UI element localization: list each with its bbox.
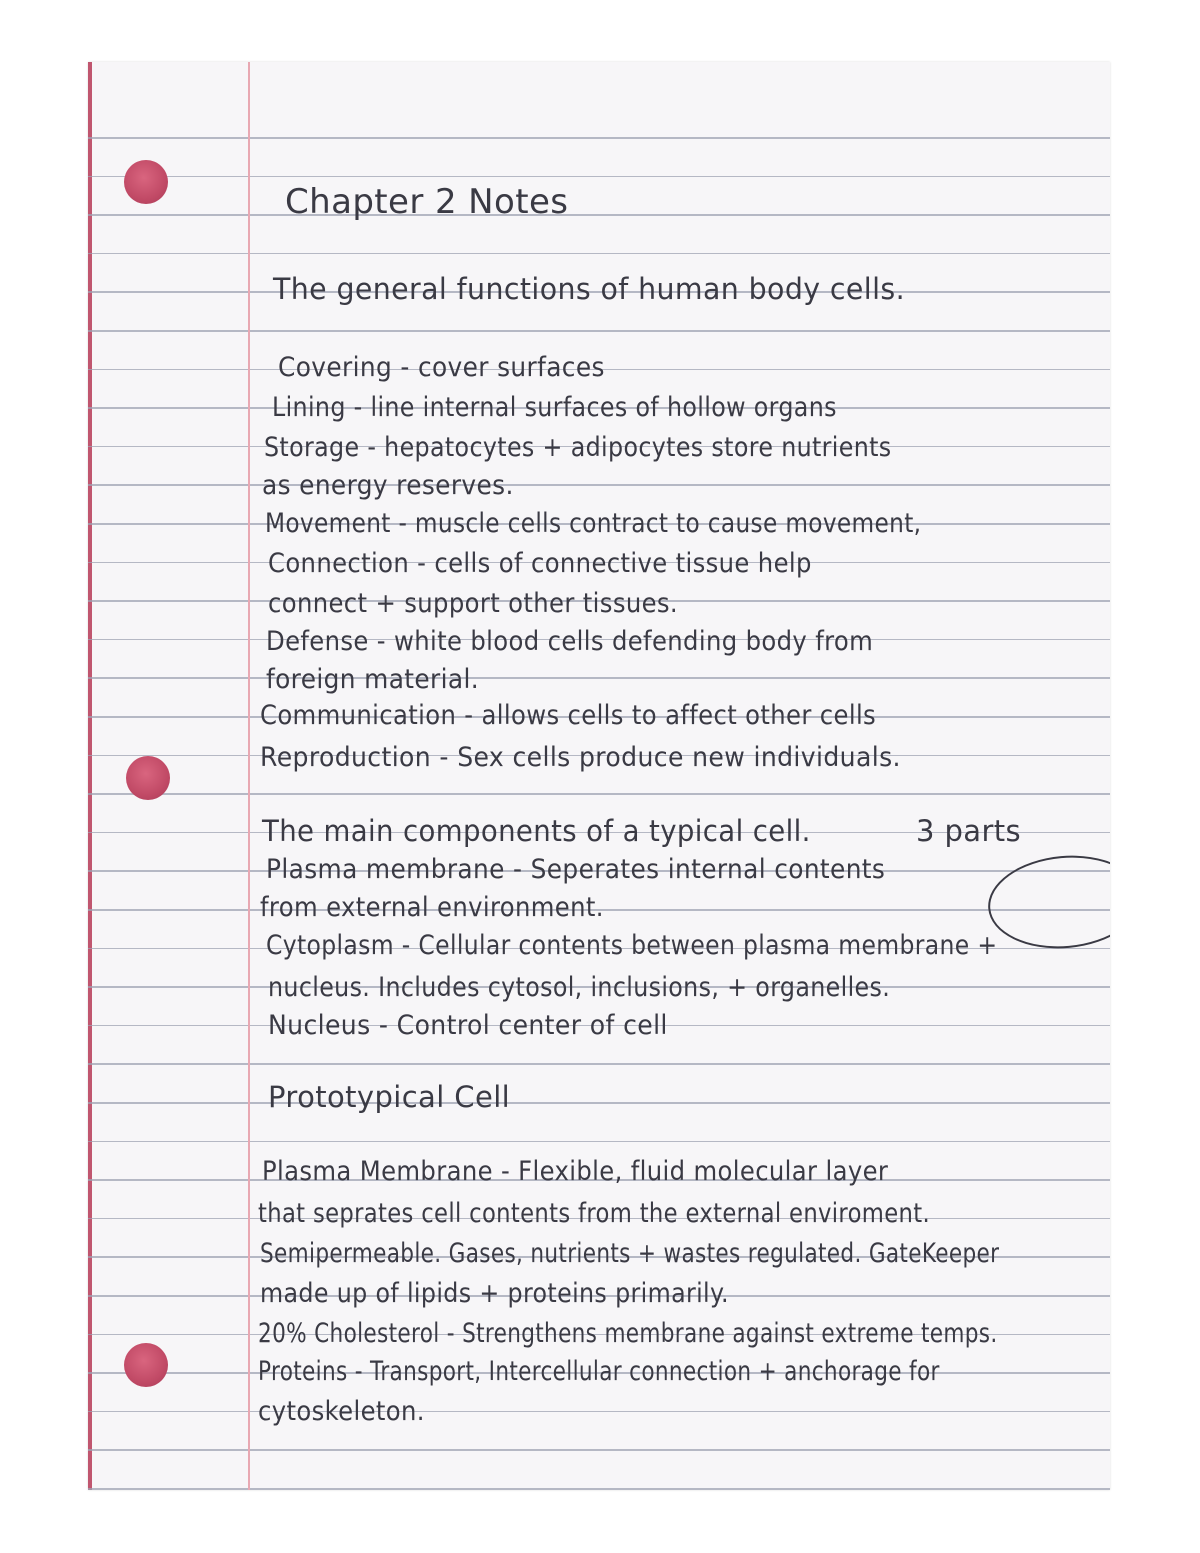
section2-line: Plasma membrane - Seperates internal contents: [266, 854, 886, 885]
page-left-edge: [88, 62, 92, 1490]
section1-heading: The general functions of human body cells.: [273, 272, 906, 306]
ruled-line: [88, 330, 1110, 332]
section3-heading: Prototypical Cell: [268, 1080, 511, 1114]
section1-line: Defense - white blood cells defending body from: [266, 626, 874, 657]
margin-line: [248, 62, 250, 1490]
section1-line: foreign material.: [266, 664, 480, 695]
section1-line: Storage - hepatocytes + adipocytes store nutrients: [264, 432, 892, 463]
ruled-line: [88, 1488, 1110, 1490]
ruled-line: [88, 176, 1110, 178]
section3-line: Proteins - Transport, Intercellular connection + anchorage for: [258, 1356, 940, 1387]
ruled-line: [88, 484, 1110, 486]
notebook-page: [88, 62, 1110, 1490]
section1-line: Covering - cover surfaces: [278, 352, 605, 383]
section2-heading: The main components of a typical cell.: [262, 814, 811, 848]
circled-annotation: [984, 849, 1110, 954]
ruled-line: [88, 137, 1110, 139]
section3-line: Semipermeable. Gases, nutrients + wastes regulated. GateKeeper: [260, 1238, 1000, 1269]
ruled-line: [88, 1141, 1110, 1143]
section2-line: from external environment.: [260, 892, 604, 923]
section2-line: Cytoplasm - Cellular contents between plasma membrane +: [266, 930, 998, 961]
section1-line: Connection - cells of connective tissue help: [268, 548, 812, 579]
section2-line: Nucleus - Control center of cell: [268, 1010, 668, 1041]
section1-line: Communication - allows cells to affect other cells: [260, 700, 877, 731]
ruled-line: [88, 253, 1110, 255]
section1-line: Reproduction - Sex cells produce new individuals.: [260, 742, 901, 773]
notes-title: Chapter 2 Notes: [285, 182, 569, 222]
binder-hole-middle: [126, 756, 170, 800]
binder-hole-top: [124, 160, 168, 204]
section1-line: as energy reserves.: [262, 470, 514, 501]
ruled-line: [88, 793, 1110, 795]
section1-line: connect + support other tissues.: [268, 588, 679, 619]
circled-label: 3 parts: [916, 814, 1022, 848]
ruled-line: [88, 1063, 1110, 1065]
section1-line: Lining - line internal surfaces of hollow organs: [272, 392, 837, 423]
ruled-line: [88, 1102, 1110, 1104]
ruled-line: [88, 214, 1110, 216]
section3-line: made up of lipids + proteins primarily.: [260, 1278, 729, 1309]
section3-line: cytoskeleton.: [258, 1396, 425, 1427]
section3-line: Plasma Membrane - Flexible, fluid molecular layer: [262, 1156, 889, 1187]
ruled-line: [88, 677, 1110, 679]
ruled-line: [88, 1411, 1110, 1413]
section1-line: Movement - muscle cells contract to cause movement,: [265, 508, 922, 539]
section3-line: 20% Cholesterol - Strengthens membrane against extreme temps.: [258, 1318, 998, 1349]
ruled-line: [88, 1449, 1110, 1451]
section2-line: nucleus. Includes cytosol, inclusions, + organelles.: [268, 972, 891, 1003]
binder-hole-bottom: [124, 1343, 168, 1387]
section3-line: that seprates cell contents from the external enviroment.: [258, 1198, 930, 1229]
